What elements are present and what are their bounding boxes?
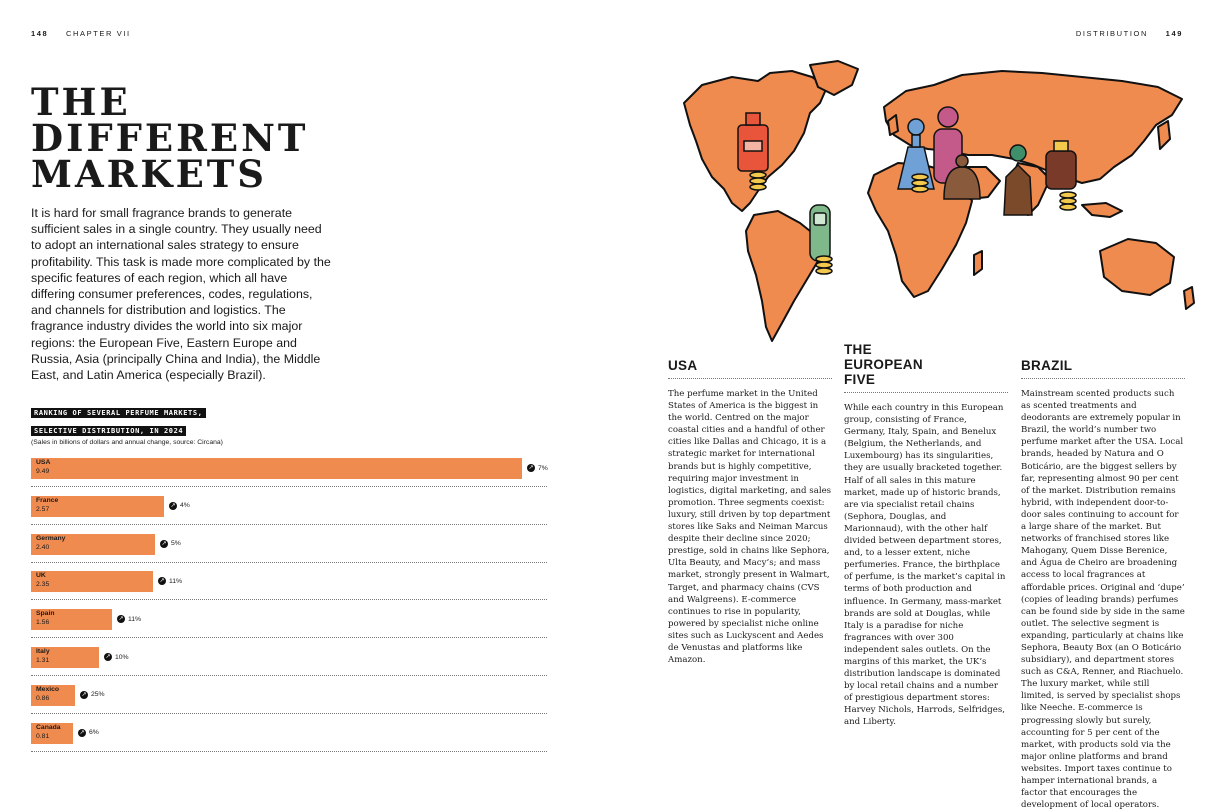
asia-coin-stack-icon — [1060, 192, 1076, 210]
left-running-head — [31, 29, 131, 38]
bar-row — [31, 684, 547, 722]
bar-value-label: 0.86 — [36, 694, 50, 702]
bar-row — [31, 457, 547, 495]
european-five-heading: THE EUROPEAN FIVE — [844, 342, 923, 387]
title-line: THE — [31, 80, 131, 124]
column-divider — [668, 378, 832, 379]
up-arrow-icon: ↗ — [159, 578, 165, 585]
left-page-number: 148 — [31, 29, 49, 38]
annual-change-label: 25% — [91, 691, 105, 699]
bar-category-label: Germany — [36, 534, 66, 542]
annual-change — [104, 653, 129, 661]
chart-subtitle: (Sales in billions of dollars and annual change, source: Circana) — [31, 439, 223, 446]
bar-value-label: 2.35 — [36, 581, 50, 589]
row-separator — [31, 524, 547, 525]
chart-title-line-1: RANKING OF SEVERAL PERFUME MARKETS, — [31, 408, 206, 418]
annual-change — [527, 464, 548, 472]
chart-title-line-2: SELECTIVE DISTRIBUTION, IN 2024 — [31, 426, 186, 436]
bar-value-label: 1.56 — [36, 619, 50, 627]
bar-value-label: 9.49 — [36, 468, 50, 475]
row-separator — [31, 713, 547, 714]
up-arrow-icon: ↗ — [81, 691, 87, 698]
annual-change — [78, 729, 99, 737]
title-line: DIFFERENT — [31, 116, 309, 160]
bar-row — [31, 608, 547, 646]
bar-category-label: Mexico — [36, 685, 60, 693]
up-arrow-icon: ↗ — [170, 502, 176, 509]
bar-row — [31, 722, 547, 760]
chart-heading — [31, 402, 223, 446]
bar — [31, 571, 153, 592]
annual-change-label: 6% — [89, 729, 99, 737]
annual-change-label: 10% — [115, 653, 129, 661]
annual-change-label: 11% — [128, 615, 142, 623]
annual-change — [169, 502, 190, 510]
annual-change-label: 5% — [171, 540, 181, 548]
intro-paragraph: It is hard for small fragrance brands to generate sufficient sales in a single country. They usually need to adopt an international sales strategy to ensure profitability. This task is made more complicated by the specific features of each region, which all have differing consumer preferences, codes, regulations, and channels for distribution and logistics. The fragrance industry divides the world into six major regions: the European Five, Eastern Europe and Russia, Asia (principally China and India), the Middle East, and Latin America (especially Brazil). — [31, 206, 331, 383]
bar-category-label: Canada — [36, 723, 61, 731]
section-label: DISTRIBUTION — [1075, 29, 1148, 38]
new-zealand-shape — [1184, 287, 1194, 309]
usa-coin-stack-icon — [750, 172, 766, 190]
up-arrow-icon: ↗ — [528, 465, 534, 471]
bar-value-label: 1.31 — [36, 657, 50, 664]
right-running-head — [1076, 29, 1183, 38]
right-page-number: 149 — [1165, 29, 1183, 38]
bar-row — [31, 495, 547, 533]
up-arrow-icon: ↗ — [79, 729, 85, 736]
bar-row — [31, 570, 547, 608]
brazil-heading: BRAZIL — [1021, 358, 1073, 373]
bar-category-label: Italy — [36, 648, 50, 655]
row-separator — [31, 751, 547, 752]
up-arrow-icon: ↗ — [118, 616, 124, 623]
row-separator — [31, 675, 547, 676]
annual-change-label: 7% — [538, 464, 548, 472]
european-five-column — [844, 342, 1008, 729]
bar-row — [31, 646, 547, 684]
annual-change — [160, 540, 181, 548]
brazil-coin-stack-icon — [816, 256, 832, 274]
bar-row — [31, 533, 547, 571]
annual-change — [158, 577, 182, 585]
indonesia-shape — [1082, 203, 1122, 217]
column-divider — [844, 392, 1008, 393]
australia-shape — [1100, 239, 1174, 295]
bar-category-label: UK — [36, 572, 46, 580]
south-america-shape — [746, 211, 820, 341]
japan-shape — [1158, 121, 1170, 149]
usa-heading: USA — [668, 358, 698, 373]
column-divider — [1021, 378, 1185, 379]
row-separator — [31, 562, 547, 563]
bar-category-label: USA — [36, 459, 51, 466]
row-separator — [31, 637, 547, 638]
bar-value-label: 0.81 — [36, 732, 50, 740]
chapter-label: CHAPTER VII — [66, 29, 131, 38]
annual-change — [80, 691, 105, 699]
brazil-text: Mainstream scented products such as scented treatments and deodorants are extremely popular in Brazil, the world’s number two perfume market after the USA. Local brands, headed by Natura and O Boticário, are the biggest sellers by far, representing almost 90 per cent of the market. Distribution remains hybrid, with independent door-to-door sales continuing to account for a large share of the market. But networks of franchised stores like Mahogany, Quem Disse Berenice, and Água de Cheiro are broadening access to local fragrances at affordable prices. Original and ‘dupe’ (copies of leading brands) perfumes can be found side by side in the same outlet. The selective segment is expanding, particularly at chains like Sephora, Beauty Box (an O Boticário subsidiary), and department stores such as C&A, Renner, and Riachuelo. The luxury market, while still limited, is served by specialist shops like Neeche. E-commerce is progressing slowly but surely, accounting for 5 per cent of the market, with products sold via the major online platforms and brand websites. Import taxes continue to hamper international brands, a factor that encourages the development of local operators. — [1021, 389, 1185, 811]
page-title — [31, 80, 309, 196]
bar — [31, 458, 522, 479]
usa-column — [668, 358, 832, 666]
usa-text: The perfume market in the United States of America is the biggest in the world. Centred on the major coastal cities and a handful of other cities like Dallas and Chicago, it is a strategic market for international brands but is highly competitive, requiring major investment in logistics, digital marketing, and sales promotion. Three segments coexist: luxury, still driven by top department stores like Saks and Neiman Marcus despite their decline since 2020; prestige, sold in chains like Sephora, Ulta Beauty, and Macy’s; and mass market, strongly present in Walmart, Target, and pharmacy chains (CVS and Walgreens). E-commerce continues to rise in popularity, powered by specialist niche online sites such as Luckyscent and Aedes de Venustas and platforms like Amazon. — [668, 389, 832, 666]
annual-change-label: 4% — [180, 502, 190, 510]
bar-value-label: 2.40 — [36, 543, 50, 551]
bar-value-label: 2.57 — [36, 505, 50, 513]
annual-change-label: 11% — [169, 577, 183, 585]
europe-coin-stack-icon — [912, 174, 928, 192]
up-arrow-icon: ↗ — [161, 540, 167, 547]
european-five-text: While each country in this European group, consisting of France, Germany, Italy, Spain, and Benelux (Belgium, the Netherlands, and Luxembourg) has its singularities, they are usually bracketed together. Half of all sales in this mature market, made up of historic brands, are via specialist retail chains (Sephora, Douglas, and Marionnaud), with the other half divided between department stores, and, to a lesser extent, niche perfumeries. France, the birthplace of perfume, is the market’s capital in terms of both production and influence. In Germany, mass-market brands are sold at Douglas, while Italy is a paradise for niche fragrances with over 300 independent sales outlets. On the margins of this market, the UK’s distribution landscape is dominated by local retail chains and a number of prestigious department stores: Harvey Nichols, Harrods, Selfridges, and Liberty. — [844, 403, 1006, 728]
row-separator — [31, 599, 547, 600]
title-line: MARKETS — [31, 152, 268, 196]
bar-category-label: Spain — [36, 610, 55, 618]
up-arrow-icon: ↗ — [105, 654, 111, 660]
row-separator — [31, 486, 547, 487]
madagascar-shape — [974, 251, 982, 275]
bar-category-label: France — [36, 496, 59, 504]
world-map — [662, 55, 1202, 355]
brazil-perfume-bottle-icon — [810, 205, 830, 261]
brazil-column — [1021, 358, 1185, 811]
annual-change — [117, 615, 141, 623]
